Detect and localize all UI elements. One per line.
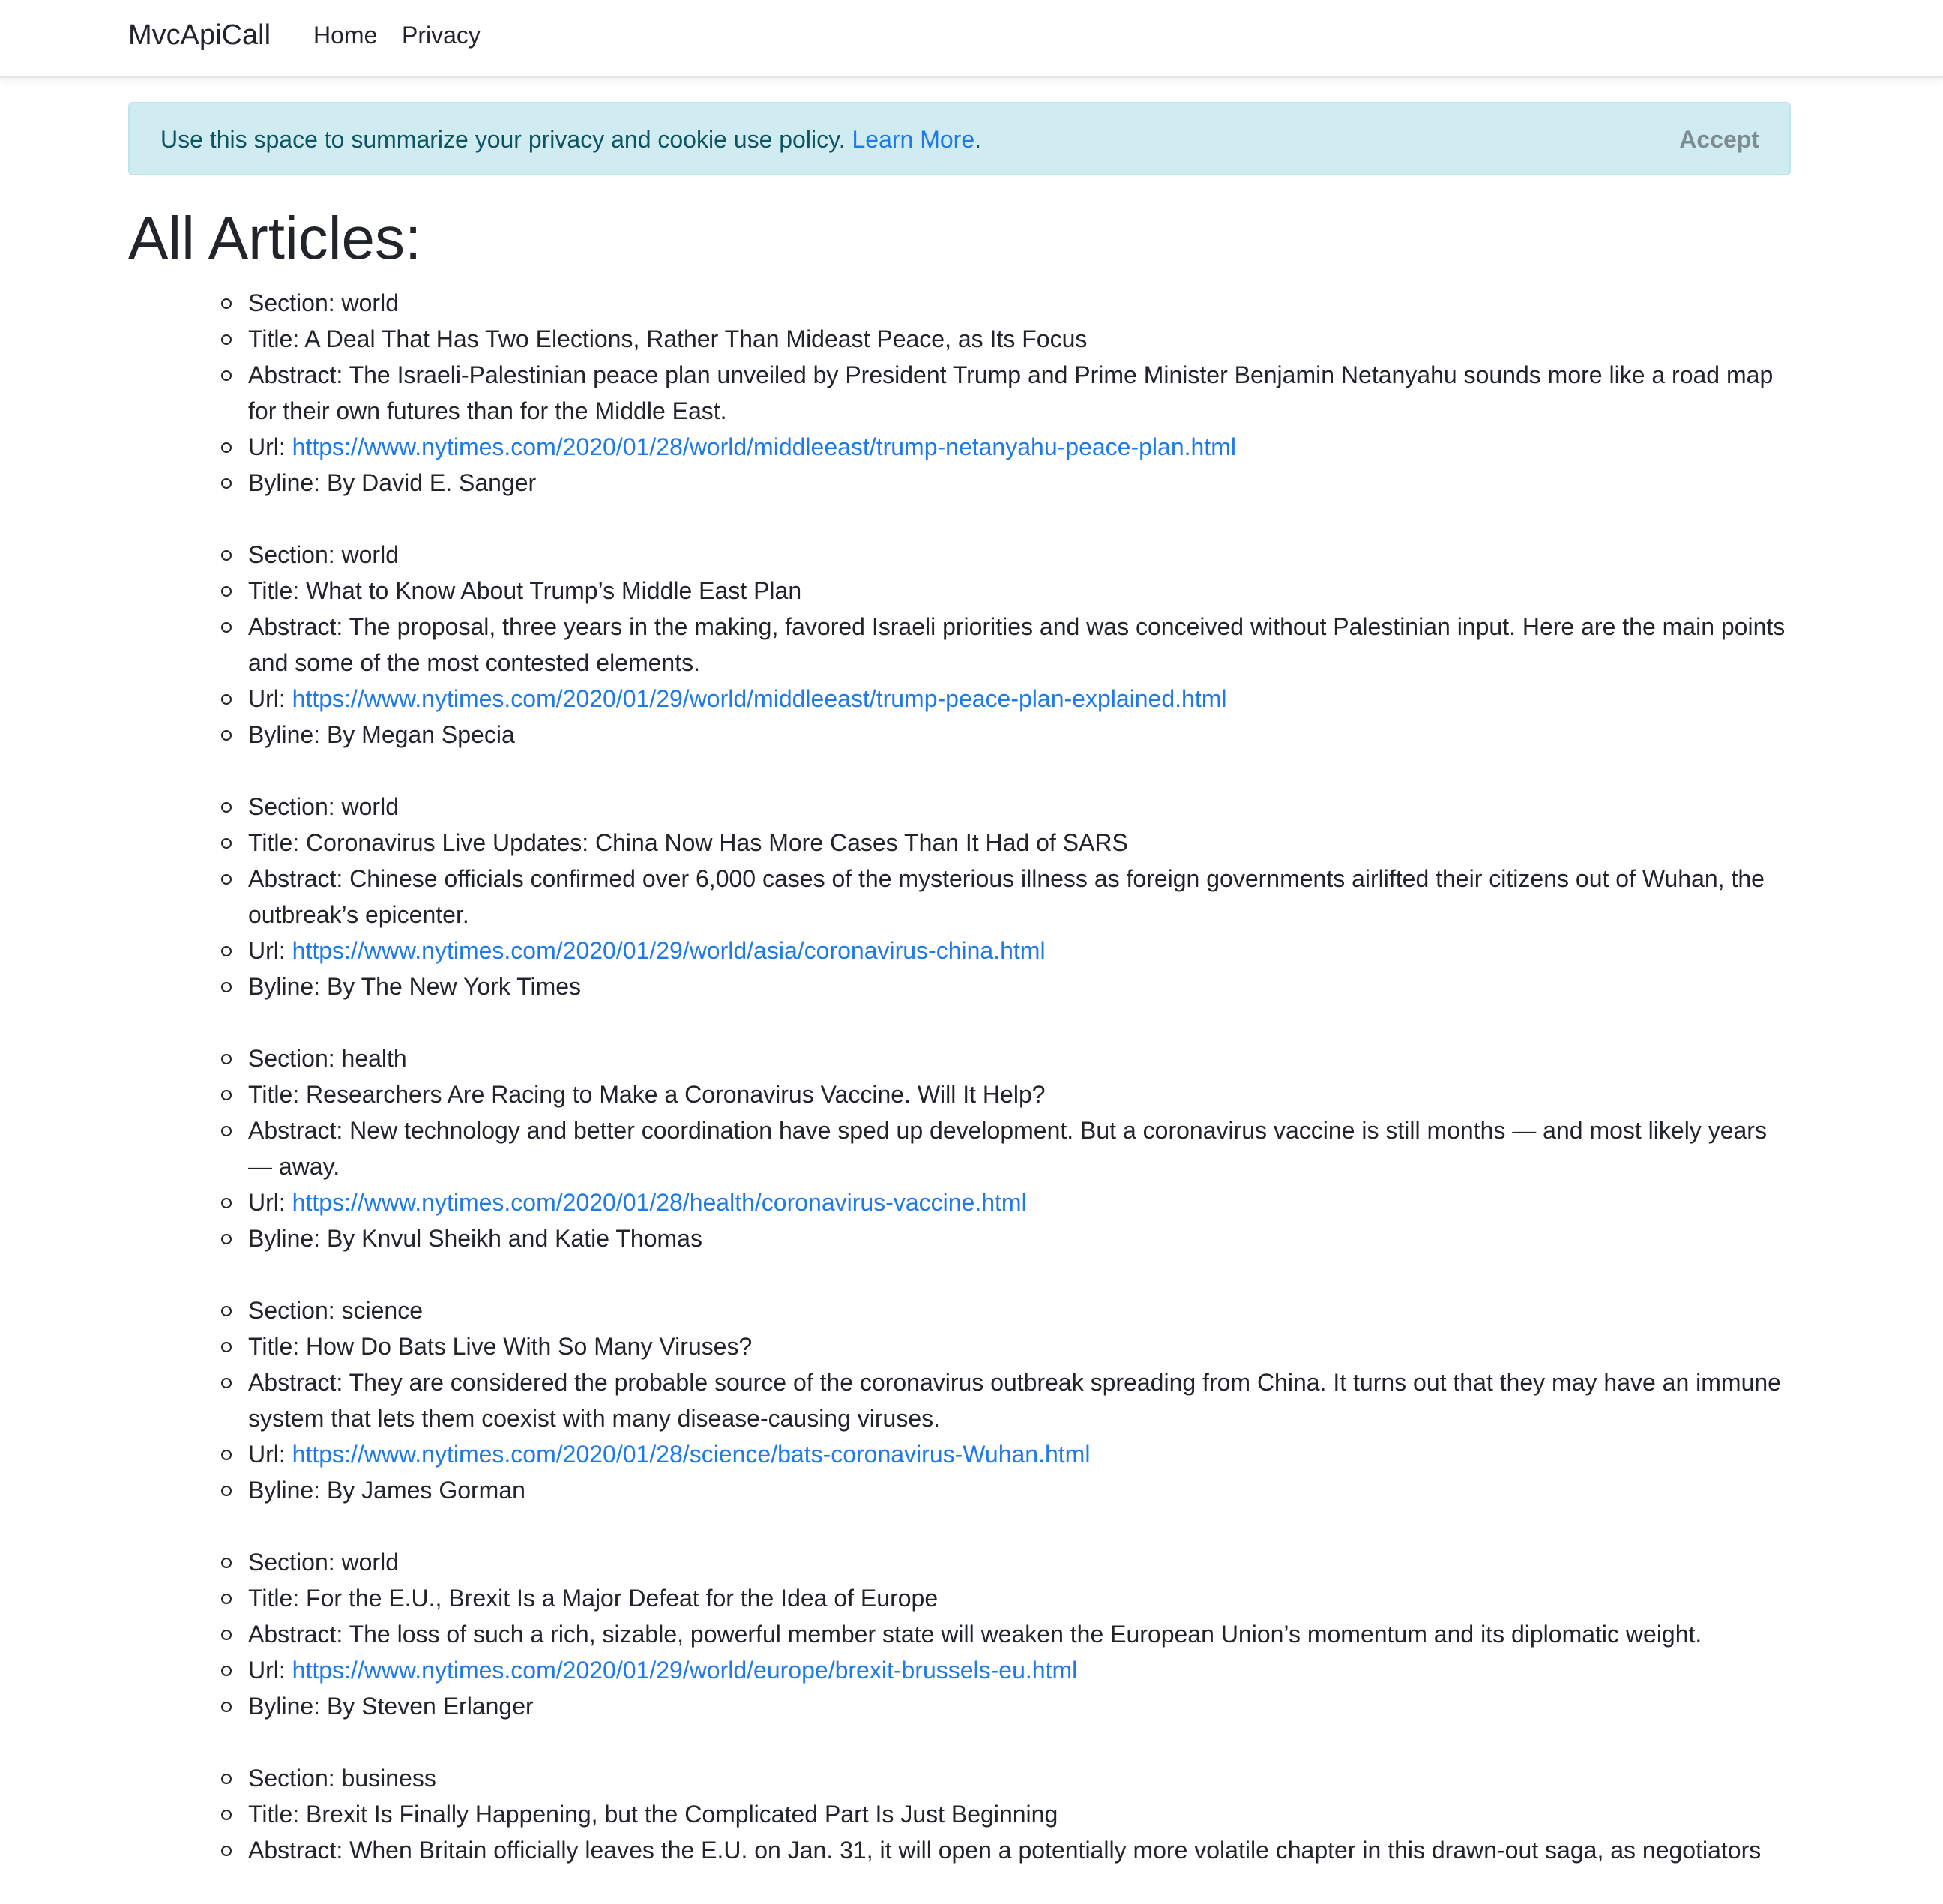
cookie-period: . xyxy=(974,126,981,153)
article-title: Title: What to Know About Trump’s Middle East Plan xyxy=(128,573,1791,609)
article-item xyxy=(128,1040,1791,1256)
article-section: Section: business xyxy=(128,1760,1791,1796)
article-item xyxy=(128,1544,1791,1724)
article-byline: Byline: By The New York Times xyxy=(128,968,1791,1004)
article-title: Title: For the E.U., Brexit Is a Major Defeat for the Idea of Europe xyxy=(128,1580,1791,1616)
article-item xyxy=(128,285,1791,501)
article-abstract: Abstract: They are considered the probable source of the coronavirus outbreak spreading from China. It turns out that they may have an immune system that lets them coexist with many disease-causing viruses. xyxy=(128,1364,1791,1436)
article-abstract: Abstract: New technology and better coordination have sped up development. But a coronavirus vaccine is still months — and most likely years — away. xyxy=(128,1112,1791,1184)
cookie-text: Use this space to summarize your privacy and cookie use policy. xyxy=(160,126,846,153)
article-abstract: Abstract: Chinese officials confirmed over 6,000 cases of the mysterious illness as foreign governments airlifted their citizens out of Wuhan, the outbreak’s epicenter. xyxy=(128,861,1791,933)
article-abstract: Abstract: The loss of such a rich, sizable, powerful member state will weaken the European Union’s momentum and its diplomatic weight. xyxy=(128,1616,1791,1652)
article-url: Url: https://www.nytimes.com/2020/01/29/world/asia/coronavirus-china.html xyxy=(128,933,1791,968)
article-url: Url: https://www.nytimes.com/2020/01/29/world/europe/brexit-brussels-eu.html xyxy=(128,1652,1791,1688)
article-section: Section: world xyxy=(128,789,1791,825)
article-url: Url: https://www.nytimes.com/2020/01/28/world/middleeast/trump-netanyahu-peace-plan.html xyxy=(128,429,1791,465)
article-url-link[interactable]: https://www.nytimes.com/2020/01/28/world/middleeast/trump-netanyahu-peace-plan.html xyxy=(292,433,1236,460)
cookie-consent-banner xyxy=(128,102,1791,175)
article-url-link[interactable]: https://www.nytimes.com/2020/01/28/science/bats-coronavirus-Wuhan.html xyxy=(292,1441,1091,1468)
nav-privacy-link[interactable]: Privacy xyxy=(402,22,481,49)
article-title: Title: How Do Bats Live With So Many Viruses? xyxy=(128,1328,1791,1364)
article-title: Title: A Deal That Has Two Elections, Rather Than Mideast Peace, as Its Focus xyxy=(128,321,1791,357)
article-abstract: Abstract: The Israeli-Palestinian peace plan unveiled by President Trump and Prime Minister Benjamin Netanyahu sounds more like a road map for their own futures than for the Middle East. xyxy=(128,357,1791,429)
articles-list xyxy=(128,285,1791,1904)
article-abstract: Abstract: The proposal, three years in the making, favored Israeli priorities and was conceived without Palestinian input. Here are the main points and some of the most contested elements. xyxy=(128,609,1791,681)
page-title: All Articles: xyxy=(128,205,422,271)
article-url: Url: https://www.nytimes.com/2020/01/28/health/coronavirus-vaccine.html xyxy=(128,1184,1791,1220)
article-url-link[interactable]: https://www.nytimes.com/2020/01/29/world/asia/coronavirus-china.html xyxy=(292,937,1046,964)
article-title: Title: Coronavirus Live Updates: China Now Has More Cases Than It Had of SARS xyxy=(128,825,1791,861)
article-title: Title: Researchers Are Racing to Make a Coronavirus Vaccine. Will It Help? xyxy=(128,1076,1791,1112)
article-item xyxy=(128,1760,1791,1868)
article-section: Section: health xyxy=(128,1040,1791,1076)
article-abstract: Abstract: When Britain officially leaves the E.U. on Jan. 31, it will open a potentially more volatile chapter in this drawn-out saga, as negotiators xyxy=(128,1832,1791,1868)
article-byline: Byline: By James Gorman xyxy=(128,1472,1791,1508)
article-section: Section: science xyxy=(128,1292,1791,1328)
article-url: Url: https://www.nytimes.com/2020/01/28/science/bats-coronavirus-Wuhan.html xyxy=(128,1436,1791,1472)
cookie-message xyxy=(160,122,981,157)
learn-more-link[interactable]: Learn More xyxy=(852,126,975,153)
article-section: Section: world xyxy=(128,537,1791,573)
accept-button[interactable]: Accept xyxy=(1679,126,1759,153)
article-item xyxy=(128,537,1791,753)
article-byline: Byline: By Knvul Sheikh and Katie Thomas xyxy=(128,1220,1791,1256)
article-byline: Byline: By Steven Erlanger xyxy=(128,1688,1791,1724)
article-item xyxy=(128,789,1791,1004)
article-url-link[interactable]: https://www.nytimes.com/2020/01/29/world/middleeast/trump-peace-plan-explained.html xyxy=(292,685,1227,712)
brand-link[interactable]: MvcApiCall xyxy=(128,19,271,51)
navbar xyxy=(0,0,1943,78)
article-url-link[interactable]: https://www.nytimes.com/2020/01/29/world/europe/brexit-brussels-eu.html xyxy=(292,1657,1078,1684)
nav-home-link[interactable]: Home xyxy=(313,22,378,49)
article-url-link[interactable]: https://www.nytimes.com/2020/01/28/health/coronavirus-vaccine.html xyxy=(292,1189,1027,1216)
article-item xyxy=(128,1292,1791,1508)
article-url: Url: https://www.nytimes.com/2020/01/29/world/middleeast/trump-peace-plan-explained.html xyxy=(128,681,1791,717)
article-section: Section: world xyxy=(128,285,1791,321)
article-title: Title: Brexit Is Finally Happening, but the Complicated Part Is Just Beginning xyxy=(128,1796,1791,1832)
article-byline: Byline: By David E. Sanger xyxy=(128,465,1791,501)
article-byline: Byline: By Megan Specia xyxy=(128,717,1791,753)
article-section: Section: world xyxy=(128,1544,1791,1580)
